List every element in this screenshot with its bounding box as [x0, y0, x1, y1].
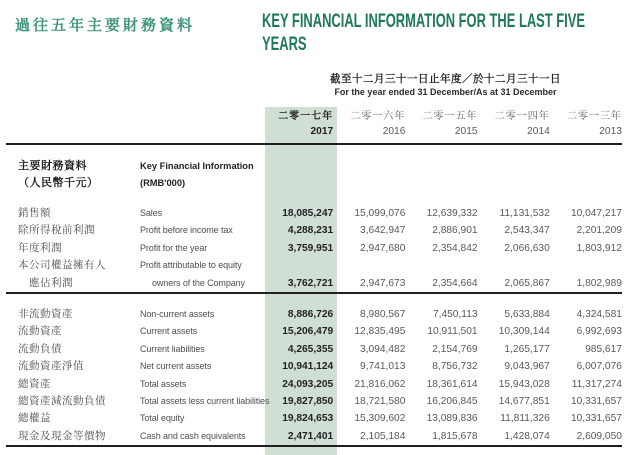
cell-value: 6,007,076 [576, 361, 622, 373]
cell-value: 3,642,947 [360, 225, 406, 237]
cell-value-2017: 2,471,401 [287, 430, 334, 442]
cell-value: 15,099,076 [354, 208, 406, 219]
cell-value: 2,543,347 [504, 225, 550, 237]
column-header-year-2017: 2017 [310, 126, 334, 137]
table-row [18, 393, 626, 410]
table-rule-top [6, 143, 622, 145]
period-header-chinese: 截至十二月三十一日止年度／於十二月三十一日 [330, 73, 561, 85]
cell-value-2017 [265, 257, 337, 274]
cell-value: 2,066,630 [504, 242, 550, 254]
column-header-year-2016: 2016 [382, 126, 406, 137]
cell-value: 6,992,693 [576, 326, 622, 338]
cell-value-2017: 19,827,850 [282, 395, 334, 407]
cell-value: 2,354,664 [432, 277, 478, 289]
row-header-zh-line2: （人民幣千元） [18, 177, 99, 189]
cell-value: 10,047,217 [570, 208, 622, 219]
cell-value: 13,089,836 [426, 413, 478, 425]
table-section-1 [18, 205, 626, 292]
cell-value: 12,639,332 [426, 208, 478, 219]
cell-value-2017: 8,886,726 [287, 308, 334, 320]
row-label-zh: 現金及現金等價物 [18, 429, 106, 442]
cell-value: 2,105,184 [360, 430, 406, 442]
cell-value: 3,094,482 [360, 343, 406, 355]
table-row [18, 257, 626, 274]
column-header-zh-2016: 二零一六年 [350, 111, 406, 122]
cell-value [337, 257, 409, 274]
row-label-en: Current liabilities [140, 343, 205, 354]
cell-value: 1,815,678 [432, 430, 478, 442]
table-header-row [18, 175, 626, 192]
row-label-en: Current assets [140, 326, 198, 337]
table-row [18, 428, 626, 445]
cell-value: 2,947,673 [360, 277, 406, 289]
column-header-year-2014: 2014 [527, 126, 550, 137]
cell-value: 8,756,732 [432, 361, 478, 373]
table-row [18, 358, 626, 375]
row-header-en-line1: Key Financial Information [140, 161, 254, 171]
period-header-english: For the year ended 31 December/As at 31 December [334, 87, 557, 97]
row-label-zh: 總權益 [18, 412, 51, 425]
financial-table [18, 107, 626, 447]
row-label-zh: 除所得稅前利潤 [18, 224, 95, 237]
cell-value: 18,721,580 [354, 395, 406, 407]
cell-value: 11,811,326 [500, 413, 550, 425]
row-label-en: Total assets [140, 378, 187, 389]
row-label-zh: 年度利潤 [18, 241, 62, 254]
cell-value-2017: 15,206,479 [282, 326, 334, 338]
cell-value: 5,633,884 [504, 308, 550, 320]
column-header-zh-2013: 二零一三年 [566, 111, 622, 122]
row-header-zh-line1: 主要財務資料 [18, 160, 87, 172]
row-label-zh: 非流動資產 [18, 307, 73, 320]
row-label-zh: 銷售額 [18, 207, 51, 219]
cell-value: 10,331,657 [570, 395, 622, 407]
table-row [18, 205, 626, 222]
cell-value [409, 257, 481, 274]
cell-value: 7,450,113 [432, 308, 478, 320]
row-label-zh: 總資產 [18, 377, 51, 390]
cell-value-2017: 19,824,653 [282, 413, 334, 425]
cell-value [482, 257, 554, 274]
table-row [18, 341, 626, 358]
row-label-en: Non-current assets [140, 308, 215, 319]
cell-value: 2,354,842 [432, 242, 478, 254]
cell-value: 15,309,602 [354, 413, 406, 425]
cell-value: 1,428,074 [504, 430, 550, 442]
row-label-zh: 應佔利潤 [29, 276, 73, 289]
row-label-zh: 流動資產淨值 [18, 360, 84, 373]
cell-value: 2,886,901 [432, 225, 478, 237]
row-label-zh: 流動資產 [18, 325, 62, 338]
cell-value: 2,947,680 [360, 242, 406, 254]
table-row [18, 275, 626, 292]
row-label-en: Profit attributable to equity [140, 260, 242, 271]
cell-value-2017: 10,941,124 [282, 361, 334, 373]
year-header-row-chinese [265, 107, 626, 124]
cell-value: 2,154,769 [432, 343, 478, 355]
cell-value: 11,131,532 [499, 208, 550, 219]
row-label-en: Profit for the year [140, 242, 208, 253]
table-row-header-block [18, 158, 626, 192]
cell-value-2017: 18,085,247 [282, 208, 334, 219]
cell-value-2017: 3,759,951 [287, 242, 334, 254]
cell-value: 11,317,274 [571, 378, 622, 390]
cell-value-2017: 24,093,205 [282, 378, 334, 390]
column-header-year-2015: 2015 [454, 126, 478, 137]
row-label-en: Profit before income tax [140, 225, 233, 236]
cell-value: 985,617 [585, 343, 622, 355]
cell-value: 16,206,845 [426, 395, 478, 407]
cell-value-2017: 3,762,721 [287, 277, 334, 289]
page-title-chinese: 過往五年主要財務資料 [15, 17, 196, 34]
table-rule-middle [6, 292, 622, 294]
cell-value-2017: 4,265,355 [287, 343, 334, 355]
cell-value: 12,835,495 [354, 326, 406, 338]
cell-value: 10,331,657 [570, 413, 622, 425]
cell-value: 8,980,567 [360, 308, 406, 320]
table-rule-bottom [6, 445, 622, 447]
cell-value-2017: 4,288,231 [287, 225, 334, 237]
cell-value: 1,803,912 [576, 242, 622, 254]
cell-value: 1,265,177 [504, 343, 550, 355]
cell-value: 10,911,501 [427, 326, 478, 338]
cell-value: 14,677,851 [498, 395, 550, 407]
table-row [18, 306, 626, 323]
table-header-row [18, 158, 626, 175]
year-header-row-numeric [265, 124, 626, 141]
cell-value: 15,943,028 [498, 378, 550, 390]
row-label-en: owners of the Company [152, 277, 245, 288]
row-label-zh: 總資產減流動負債 [18, 394, 106, 407]
table-row [18, 376, 626, 393]
cell-value: 18,361,614 [426, 378, 478, 390]
row-label-en: Sales [140, 208, 163, 218]
cell-value: 2,201,209 [576, 225, 622, 237]
cell-value: 1,802,989 [576, 277, 622, 289]
table-row [18, 240, 626, 257]
page-title-english: KEY FINANCIAL INFORMATION FOR THE LAST FIVE YEARS [262, 11, 585, 55]
table-row [18, 410, 626, 427]
table-row [18, 222, 626, 239]
table-body [18, 205, 626, 447]
cell-value: 2,065,867 [504, 277, 550, 289]
column-header-zh-2017: 二零一七年 [278, 111, 334, 122]
table-row [18, 323, 626, 340]
cell-value [554, 257, 626, 274]
cell-value: 2,609,050 [576, 430, 622, 442]
row-label-zh: 本公司權益擁有人 [18, 259, 106, 272]
column-header-zh-2015: 二零一五年 [422, 111, 478, 122]
row-label-en: Cash and cash equivalents [140, 430, 246, 441]
cell-value: 9,043,967 [504, 361, 550, 373]
cell-value: 21,816,062 [354, 378, 406, 390]
row-label-zh: 流動負債 [18, 342, 62, 355]
column-header-zh-2014: 二零一四年 [494, 111, 550, 122]
row-label-en: Net current assets [140, 361, 212, 372]
cell-value: 9,741,013 [360, 361, 406, 373]
row-label-en: Total assets less current liabilities [140, 395, 270, 406]
cell-value: 4,324,581 [576, 308, 622, 320]
column-header-year-2013: 2013 [599, 126, 622, 137]
row-header-en-line2: (RMB'000) [140, 178, 186, 188]
row-label-en: Total equity [140, 413, 185, 424]
table-section-2 [18, 306, 626, 445]
cell-value: 10,309,144 [498, 326, 550, 338]
